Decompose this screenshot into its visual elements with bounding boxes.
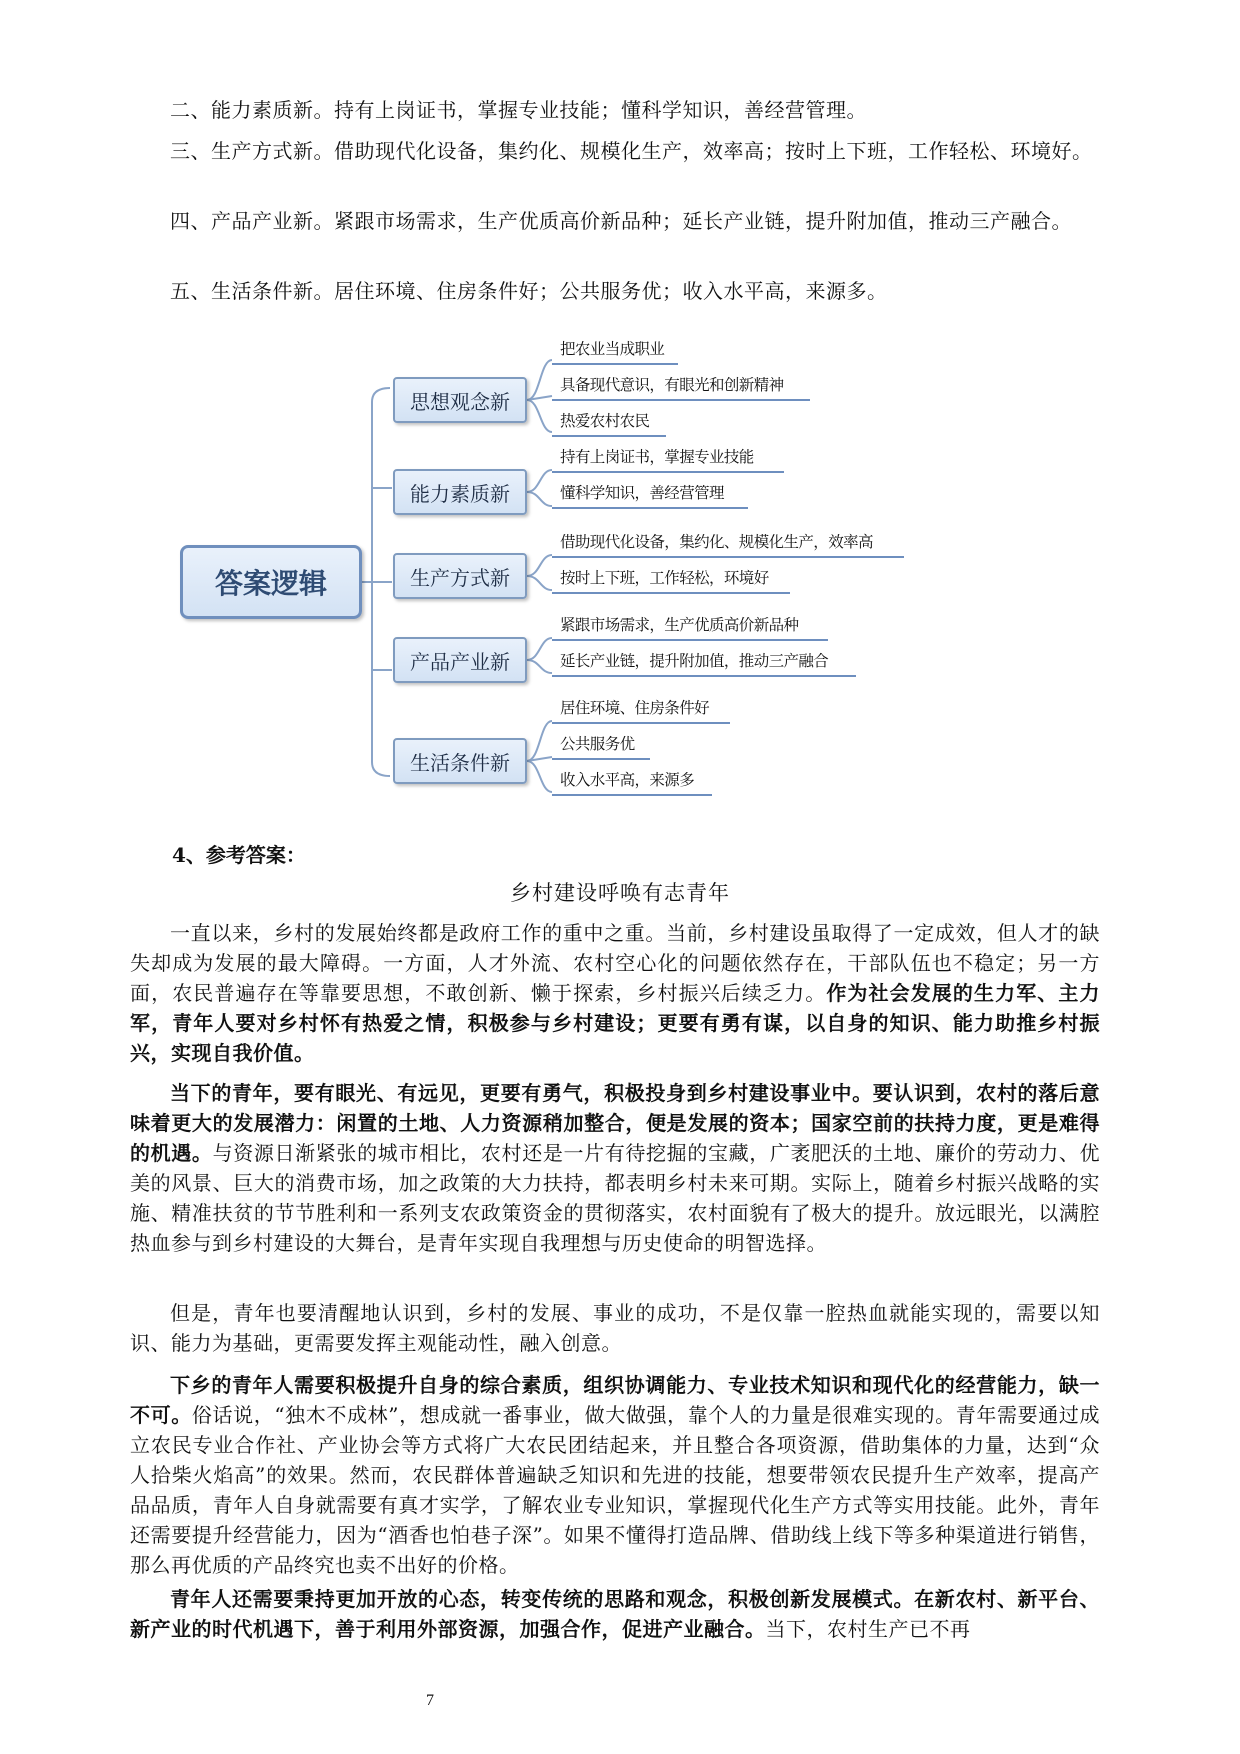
mind-map-branch-living: 生活条件新 (393, 738, 527, 784)
mind-map-leaf: 持有上岗证书，掌握专业技能 (560, 448, 754, 466)
essay-paragraph-5 (130, 1584, 1100, 1644)
paragraph-ability: 二、能力素质新。持有上岗证书，掌握专业技能；懂科学知识，善经营管理。 (170, 98, 867, 122)
mind-map-leaf: 懂科学知识，善经营管理 (560, 484, 724, 502)
paragraph-living: 五、生活条件新。居住环境、住房条件好；公共服务优；收入水平高，来源多。 (170, 279, 888, 303)
essay-paragraph-3: 但是，青年也要清醒地认识到，乡村的发展、事业的成功，不是仅靠一腔热血就能实现的，需要以知识、能力为基础，更需要发挥主观能动性，融入创意。 (130, 1301, 1100, 1355)
essay-emphasis: 当下的青年，要有眼光、有远见，更要有勇气，积极投身到乡村建设事业中。要认识到，农村的落后意味着更大的发展潜力：闲置的土地、人力资源稍加整合，便是发展的资本；国家空前的扶持力度，更是难得的机遇。 (130, 1081, 1100, 1165)
section-heading: 4、参考答案： (172, 843, 306, 867)
paragraph-product-industry: 四、产品产业新。紧跟市场需求，生产优质高价新品种；延长产业链，提升附加值，推动三产融合。 (170, 209, 1072, 233)
essay-text: 一直以来，乡村的发展始终都是政府工作的重中之重。当前，乡村建设虽取得了一定成效，但人才的缺失却成为发展的最大障碍。一方面，人才外流、农村空心化的问题依然存在，干部队伍也不稳定；另一方面，农民普遍存在等靠要思想，不敢创新、懒于探索，乡村振兴后续乏力。 (130, 921, 1100, 1005)
mind-map-leaf: 把农业当成职业 (560, 340, 665, 358)
mind-map-leaf: 公共服务优 (560, 735, 635, 753)
mind-map-leaf: 借助现代化设备，集约化、规模化生产，效率高 (560, 533, 873, 551)
mind-map-leaf: 收入水平高，来源多 (560, 771, 695, 789)
essay-paragraph-1 (130, 918, 1100, 1068)
essay-text: 当下，农村生产已不再 (765, 1617, 971, 1641)
mind-map-branch-production: 生产方式新 (393, 553, 527, 599)
mind-map-root: 答案逻辑 (180, 545, 362, 619)
essay-paragraph-2 (130, 1078, 1100, 1258)
mind-map-branch-thinking: 思想观念新 (393, 377, 527, 423)
mind-map-leaf: 按时上下班，工作轻松，环境好 (560, 569, 769, 587)
mind-map-leaf: 热爱农村农民 (560, 412, 650, 430)
page-number: 7 (426, 1692, 434, 1709)
mind-map (0, 320, 1240, 810)
mind-map-branch-industry: 产品产业新 (393, 637, 527, 683)
essay-title: 乡村建设呼唤有志青年 (510, 881, 730, 905)
essay-text: 俗话说，“独木不成林”，想成就一番事业，做大做强，靠个人的力量是很难实现的。青年需要通过成立农民专业合作社、产业协会等方式将广大农民团结起来，并且整合各项资源，借助集体的力量，达到“众人拾柴火焰高”的效果。然而，农民群体普遍缺乏知识和先进的技能，想要带领农民提升生产效率，提高产品品质，青年人自身就需要有真才实学，了解农业专业知识，掌握现代化生产方式等实用技能。此外，青年还需要提升经营能力，因为“酒香也怕巷子深”。如果不懂得打造品牌、借助线上线下等多种渠道进行销售，那么再优质的产品终究也卖不出好的价格。 (130, 1403, 1101, 1577)
paragraph-production: 三、生产方式新。借助现代化设备，集约化、规模化生产，效率高；按时上下班，工作轻松、环境好。 (170, 139, 1093, 163)
essay-emphasis: 下乡的青年人需要积极提升自身的综合素质，组织协调能力、专业技术知识和现代化的经营能力，缺一不可。 (130, 1373, 1100, 1427)
essay-emphasis: 作为社会发展的生力军、主力军，青年人要对乡村怀有热爱之情，积极参与乡村建设；更要有勇有谋，以自身的知识、能力助推乡村振兴，实现自我价值。 (130, 981, 1101, 1065)
essay-paragraph-4 (130, 1370, 1100, 1580)
mind-map-leaf: 具备现代意识，有眼光和创新精神 (560, 376, 784, 394)
essay-emphasis: 青年人还需要秉持更加开放的心态，转变传统的思路和观念，积极创新发展模式。在新农村、新平台、新产业的时代机遇下，善于利用外部资源，加强合作，促进产业融合。 (130, 1587, 1100, 1641)
mind-map-leaf: 紧跟市场需求，生产优质高价新品种 (560, 616, 799, 634)
mind-map-branch-ability: 能力素质新 (393, 469, 527, 515)
mind-map-leaf: 居住环境、住房条件好 (560, 699, 710, 717)
mind-map-leaf: 延长产业链，提升附加值，推动三产融合 (560, 652, 829, 670)
essay-text: 与资源日渐紧张的城市相比，农村还是一片有待挖掘的宝藏，广袤肥沃的土地、廉价的劳动力、优美的风景、巨大的消费市场，加之政策的大力扶持，都表明乡村未来可期。实际上，随着乡村振兴战略的实施、精准扶贫的节节胜利和一系列支农政策资金的贯彻落实，农村面貌有了极大的提升。放远眼光，以满腔热血参与到乡村建设的大舞台，是青年实现自我理想与历史使命的明智选择。 (130, 1141, 1101, 1255)
